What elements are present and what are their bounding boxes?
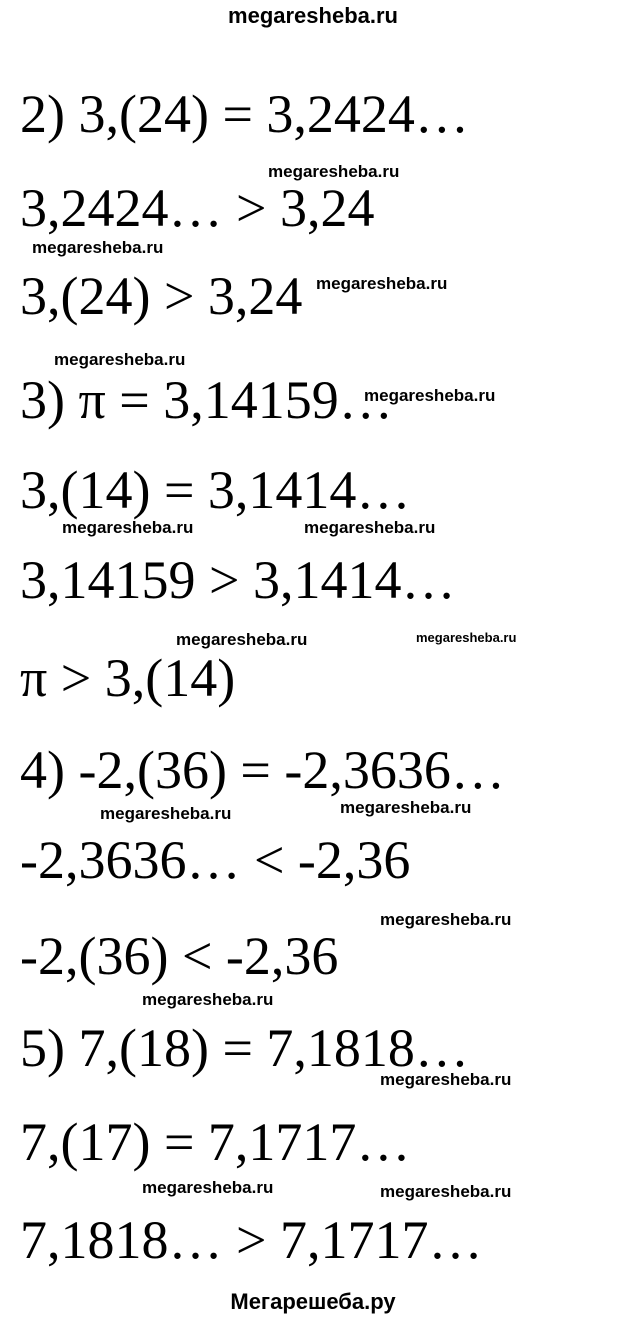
watermark: megaresheba.ru bbox=[380, 1182, 512, 1201]
watermark: megaresheba.ru bbox=[340, 798, 472, 817]
watermark: megaresheba.ru bbox=[268, 162, 400, 181]
watermark: megaresheba.ru bbox=[416, 630, 517, 645]
watermark: megaresheba.ru bbox=[54, 350, 186, 369]
watermark: megaresheba.ru bbox=[380, 910, 512, 929]
solution-line-10: -2,(36) < -2,36 bbox=[20, 926, 339, 986]
watermark: megaresheba.ru bbox=[100, 804, 232, 823]
solution-line-11: 5) 7,(18) = 7,1818… bbox=[20, 1018, 469, 1078]
solution-line-12: 7,(17) = 7,1717… bbox=[20, 1112, 411, 1172]
watermark: megaresheba.ru bbox=[316, 274, 448, 293]
watermark: megaresheba.ru bbox=[32, 238, 164, 257]
watermark: megaresheba.ru bbox=[142, 990, 274, 1009]
solution-line-2: 3,2424… > 3,24 bbox=[20, 178, 375, 238]
solution-line-8: 4) -2,(36) = -2,3636… bbox=[20, 740, 505, 800]
site-header: megaresheba.ru bbox=[228, 3, 398, 28]
solution-line-1: 2) 3,(24) = 3,2424… bbox=[20, 84, 469, 144]
watermark: megaresheba.ru bbox=[304, 518, 436, 537]
watermark: megaresheba.ru bbox=[62, 518, 194, 537]
solution-line-5: 3,(14) = 3,1414… bbox=[20, 460, 411, 520]
solution-line-7: π > 3,(14) bbox=[20, 648, 236, 708]
solution-line-6: 3,14159 > 3,1414… bbox=[20, 550, 456, 610]
watermark: megaresheba.ru bbox=[176, 630, 308, 649]
solution-line-3: 3,(24) > 3,24 bbox=[20, 266, 303, 326]
solution-line-9: -2,3636… < -2,36 bbox=[20, 830, 411, 890]
site-footer: Мегарешеба.ру bbox=[230, 1289, 396, 1314]
watermark: megaresheba.ru bbox=[380, 1070, 512, 1089]
watermark: megaresheba.ru bbox=[142, 1178, 274, 1197]
solution-line-4: 3) π = 3,14159… bbox=[20, 370, 393, 430]
watermark: megaresheba.ru bbox=[364, 386, 496, 405]
solution-line-13: 7,1818… > 7,1717… bbox=[20, 1210, 483, 1270]
